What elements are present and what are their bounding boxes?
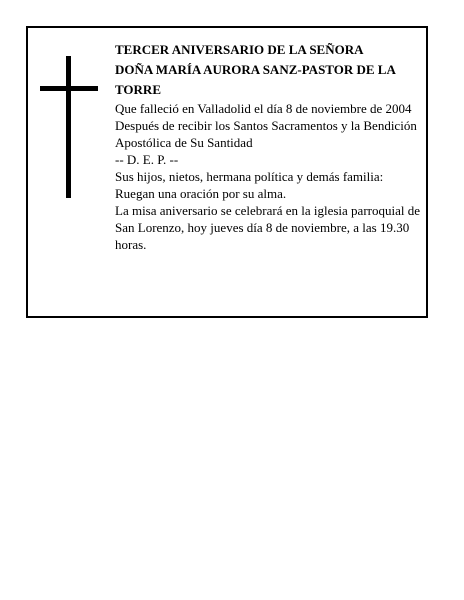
sacraments-info: Después de recibir los Santos Sacramentos y la Bendición Apostólica de Su Santidad <box>115 118 417 150</box>
mass-info: La misa aniversario se celebrará en la iglesia parroquial de San Lorenzo, hoy jueves día 8 de noviembre, a las 19.30 horas. <box>115 203 420 252</box>
rip-line: -- D. E. P. -- <box>115 152 179 167</box>
notice-text <box>115 40 420 253</box>
latin-cross-icon <box>40 56 98 198</box>
cross-horizontal-bar <box>40 86 98 91</box>
obituary-notice <box>26 26 428 318</box>
cross-vertical-bar <box>66 56 71 198</box>
notice-title-line-1: TERCER ANIVERSARIO DE LA SEÑORA <box>115 42 364 57</box>
prayer-request: Ruegan una oración por su alma. <box>115 186 287 201</box>
notice-title-line-2: DOÑA MARÍA AURORA SANZ-PASTOR DE LA TORRE <box>115 62 396 97</box>
death-info: Que falleció en Valladolid el día 8 de noviembre de 2004 <box>115 101 412 116</box>
family-line: Sus hijos, nietos, hermana política y demás familia: <box>115 169 384 184</box>
